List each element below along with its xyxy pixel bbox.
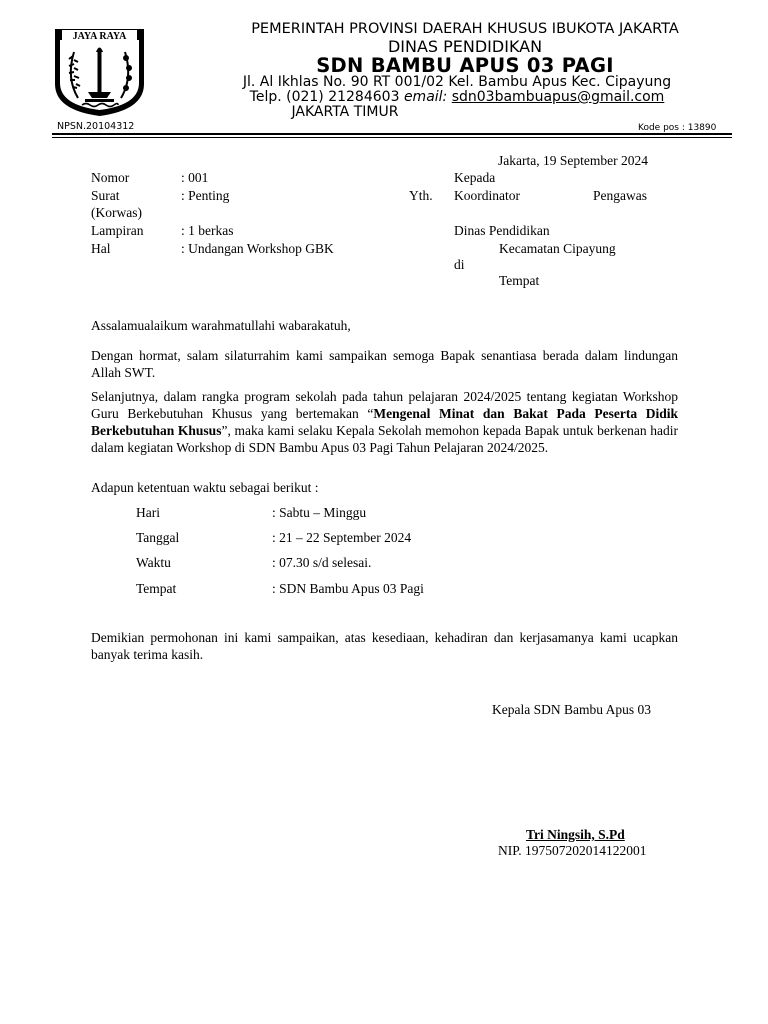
schedule-place-value: : SDN Bambu Apus 03 Pagi: [272, 581, 424, 596]
logo-motto: JAYA RAYA: [72, 31, 127, 42]
workshop-theme: Mengenal Minat dan Bakat Pada Peserta Didik Berkebutuhan Khusus: [91, 406, 678, 438]
schedule-date-value: : 21 – 22 September 2024: [272, 530, 412, 545]
surat-label: Surat: [91, 188, 120, 203]
greeting: Assalamualaikum warahmatullahi wabarakatuh,: [91, 318, 351, 333]
letterhead-contact: [222, 89, 692, 105]
paragraph-invitation: [91, 388, 678, 456]
recipient-di: di: [454, 257, 465, 272]
letterhead-city: JAKARTA TIMUR: [291, 104, 399, 120]
hal-value: : Undangan Workshop GBK: [181, 241, 334, 256]
invitation-text-start: Selanjutnya, dalam rangka program sekolah pada tahun pelajaran 2024/2025 tentang kegiatan Workshop Guru Berkebutuhan Khusus yang bertemakan “: [91, 389, 678, 421]
letterhead-email-link[interactable]: sdn03bambuapus@gmail.com: [451, 89, 665, 105]
paragraph-invitation-text: [91, 388, 678, 456]
recipient-dinas: Dinas Pendidikan: [454, 223, 550, 238]
paragraph-opening: [91, 347, 678, 381]
schedule-place-label: Tempat: [136, 581, 177, 596]
letterhead-address: Jl. Al Ikhlas No. 90 RT 001/02 Kel. Bambu Apus Kec. Cipayung: [242, 74, 672, 90]
invitation-text-end: ”, maka kami selaku Kepala Sekolah memohon kepada Bapak untuk berkenan hadir dalam kegiatan Workshop di SDN Bambu Apus 03 Pagi Tahun Pelajaran 2024/2025.: [91, 423, 678, 455]
schedule-day-value: : Sabtu – Minggu: [272, 505, 367, 520]
recipient-kepada: Kepada: [454, 170, 496, 185]
recipient-yth: Yth.: [409, 188, 433, 203]
npsn-number: NPSN.20104312: [57, 121, 135, 132]
letterhead-email-label: email:: [403, 89, 448, 105]
lampiran-value: : 1 berkas: [181, 223, 234, 238]
schedule-time-label: Waktu: [136, 555, 171, 570]
recipient-pengawas: Pengawas: [593, 188, 647, 203]
korwas-label: (Korwas): [91, 205, 142, 220]
signature-name: Tri Ningsih, S.Pd: [526, 827, 625, 842]
letterhead-divider-thin: [52, 137, 732, 138]
paragraph-closing-text: Demikian permohonan ini kami sampaikan, atas kesediaan, kehadiran dan kerjasamanya kami ucapkan banyak terima kasih.: [91, 630, 678, 662]
signature-nip: NIP. 197507202014122001: [498, 843, 647, 858]
nomor-value: : 001: [181, 170, 209, 185]
recipient-kecamatan: Kecamatan Cipayung: [499, 241, 616, 256]
schedule-time-value: : 07.30 s/d selesai.: [272, 555, 372, 570]
schedule-date-label: Tanggal: [136, 530, 180, 545]
letterhead-school-name: SDN BAMBU APUS 03 PAGI: [316, 54, 614, 77]
letterhead-phone: Telp. (021) 21284603: [249, 89, 400, 105]
lampiran-label: Lampiran: [91, 223, 144, 238]
schedule-day-label: Hari: [136, 505, 160, 520]
hal-label: Hal: [91, 241, 111, 256]
paragraph-opening-text: Dengan hormat, salam silaturrahim kami sampaikan semoga Bapak senantiasa berada dalam lindungan Allah SWT.: [91, 348, 678, 380]
recipient-koordinator: Koordinator: [454, 188, 520, 203]
paragraph-closing: [91, 629, 678, 663]
letterhead-divider-thick: [52, 133, 732, 135]
place-date: Jakarta, 19 September 2024: [498, 153, 648, 168]
letterhead-department-line: DINAS PENDIDIKAN: [387, 37, 543, 56]
recipient-tempat: Tempat: [499, 273, 540, 288]
nomor-label: Nomor: [91, 170, 130, 185]
signature-position: Kepala SDN Bambu Apus 03: [492, 702, 651, 717]
surat-value: : Penting: [181, 188, 230, 203]
letterhead-government-line: PEMERINTAH PROVINSI DAERAH KHUSUS IBUKOTA JAKARTA: [251, 21, 679, 37]
schedule-intro: Adapun ketentuan waktu sebagai berikut :: [91, 480, 319, 495]
postal-code: Kode pos : 13890: [638, 123, 717, 133]
